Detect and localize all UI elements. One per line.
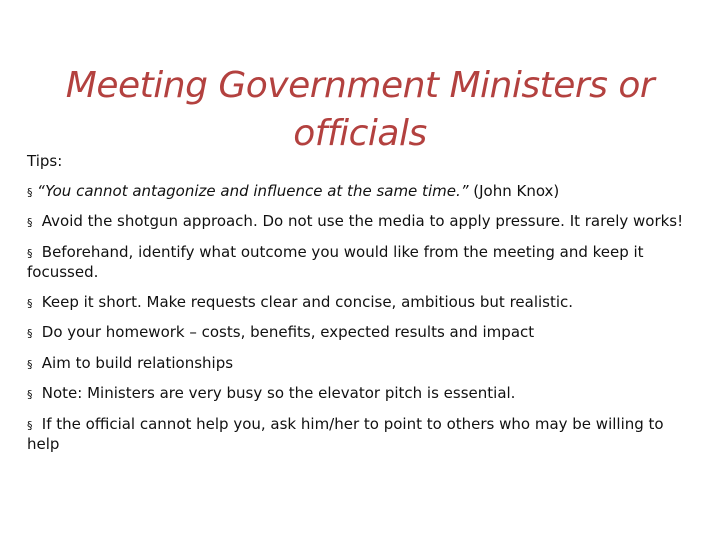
- bullet-mark: §: [27, 327, 33, 340]
- bullet-mark: §: [27, 418, 33, 432]
- slide-title: Meeting Government Ministers or officials: [65, 65, 655, 154]
- bullet-mark: §: [27, 216, 33, 229]
- bullet-text: Aim to build relationships: [41, 353, 234, 372]
- quote-attribution: (John Knox): [473, 181, 560, 200]
- tips-label: Tips:: [27, 152, 63, 170]
- bullet-item: [27, 293, 699, 314]
- bullet-item: [27, 415, 699, 455]
- bullet-text: Do your homework – costs, benefits, expected results and impact: [41, 323, 535, 341]
- bullet-text: Note: Ministers are very busy so the elevator pitch is essential.: [41, 384, 516, 402]
- bullet-mark: §: [27, 388, 33, 401]
- quote-text: “You cannot antagonize and influence at the same time.”: [37, 181, 474, 200]
- bullet-quote: [27, 182, 699, 203]
- bullet-mark: §: [27, 296, 33, 310]
- slide-body: [27, 152, 699, 465]
- bullet-text: Keep it short. Make requests clear and concise, ambitious but realistic.: [41, 292, 574, 311]
- bullet-mark: §: [27, 185, 33, 199]
- bullet-item: [27, 384, 699, 405]
- bullet-mark: §: [27, 357, 33, 371]
- bullet-mark: §: [27, 246, 33, 260]
- bullet-text: Avoid the shotgun approach. Do not use the media to apply pressure. It rarely works!: [41, 212, 684, 230]
- bullet-item: [27, 243, 699, 283]
- bullet-text: If the official cannot help you, ask him/her to point to others who may be willing to help: [27, 414, 664, 453]
- bullet-text: Beforehand, identify what outcome you would like from the meeting and keep it focussed.: [27, 242, 644, 281]
- bullet-item: [27, 323, 699, 344]
- bullet-item: [27, 212, 699, 233]
- bullet-item: [27, 354, 699, 375]
